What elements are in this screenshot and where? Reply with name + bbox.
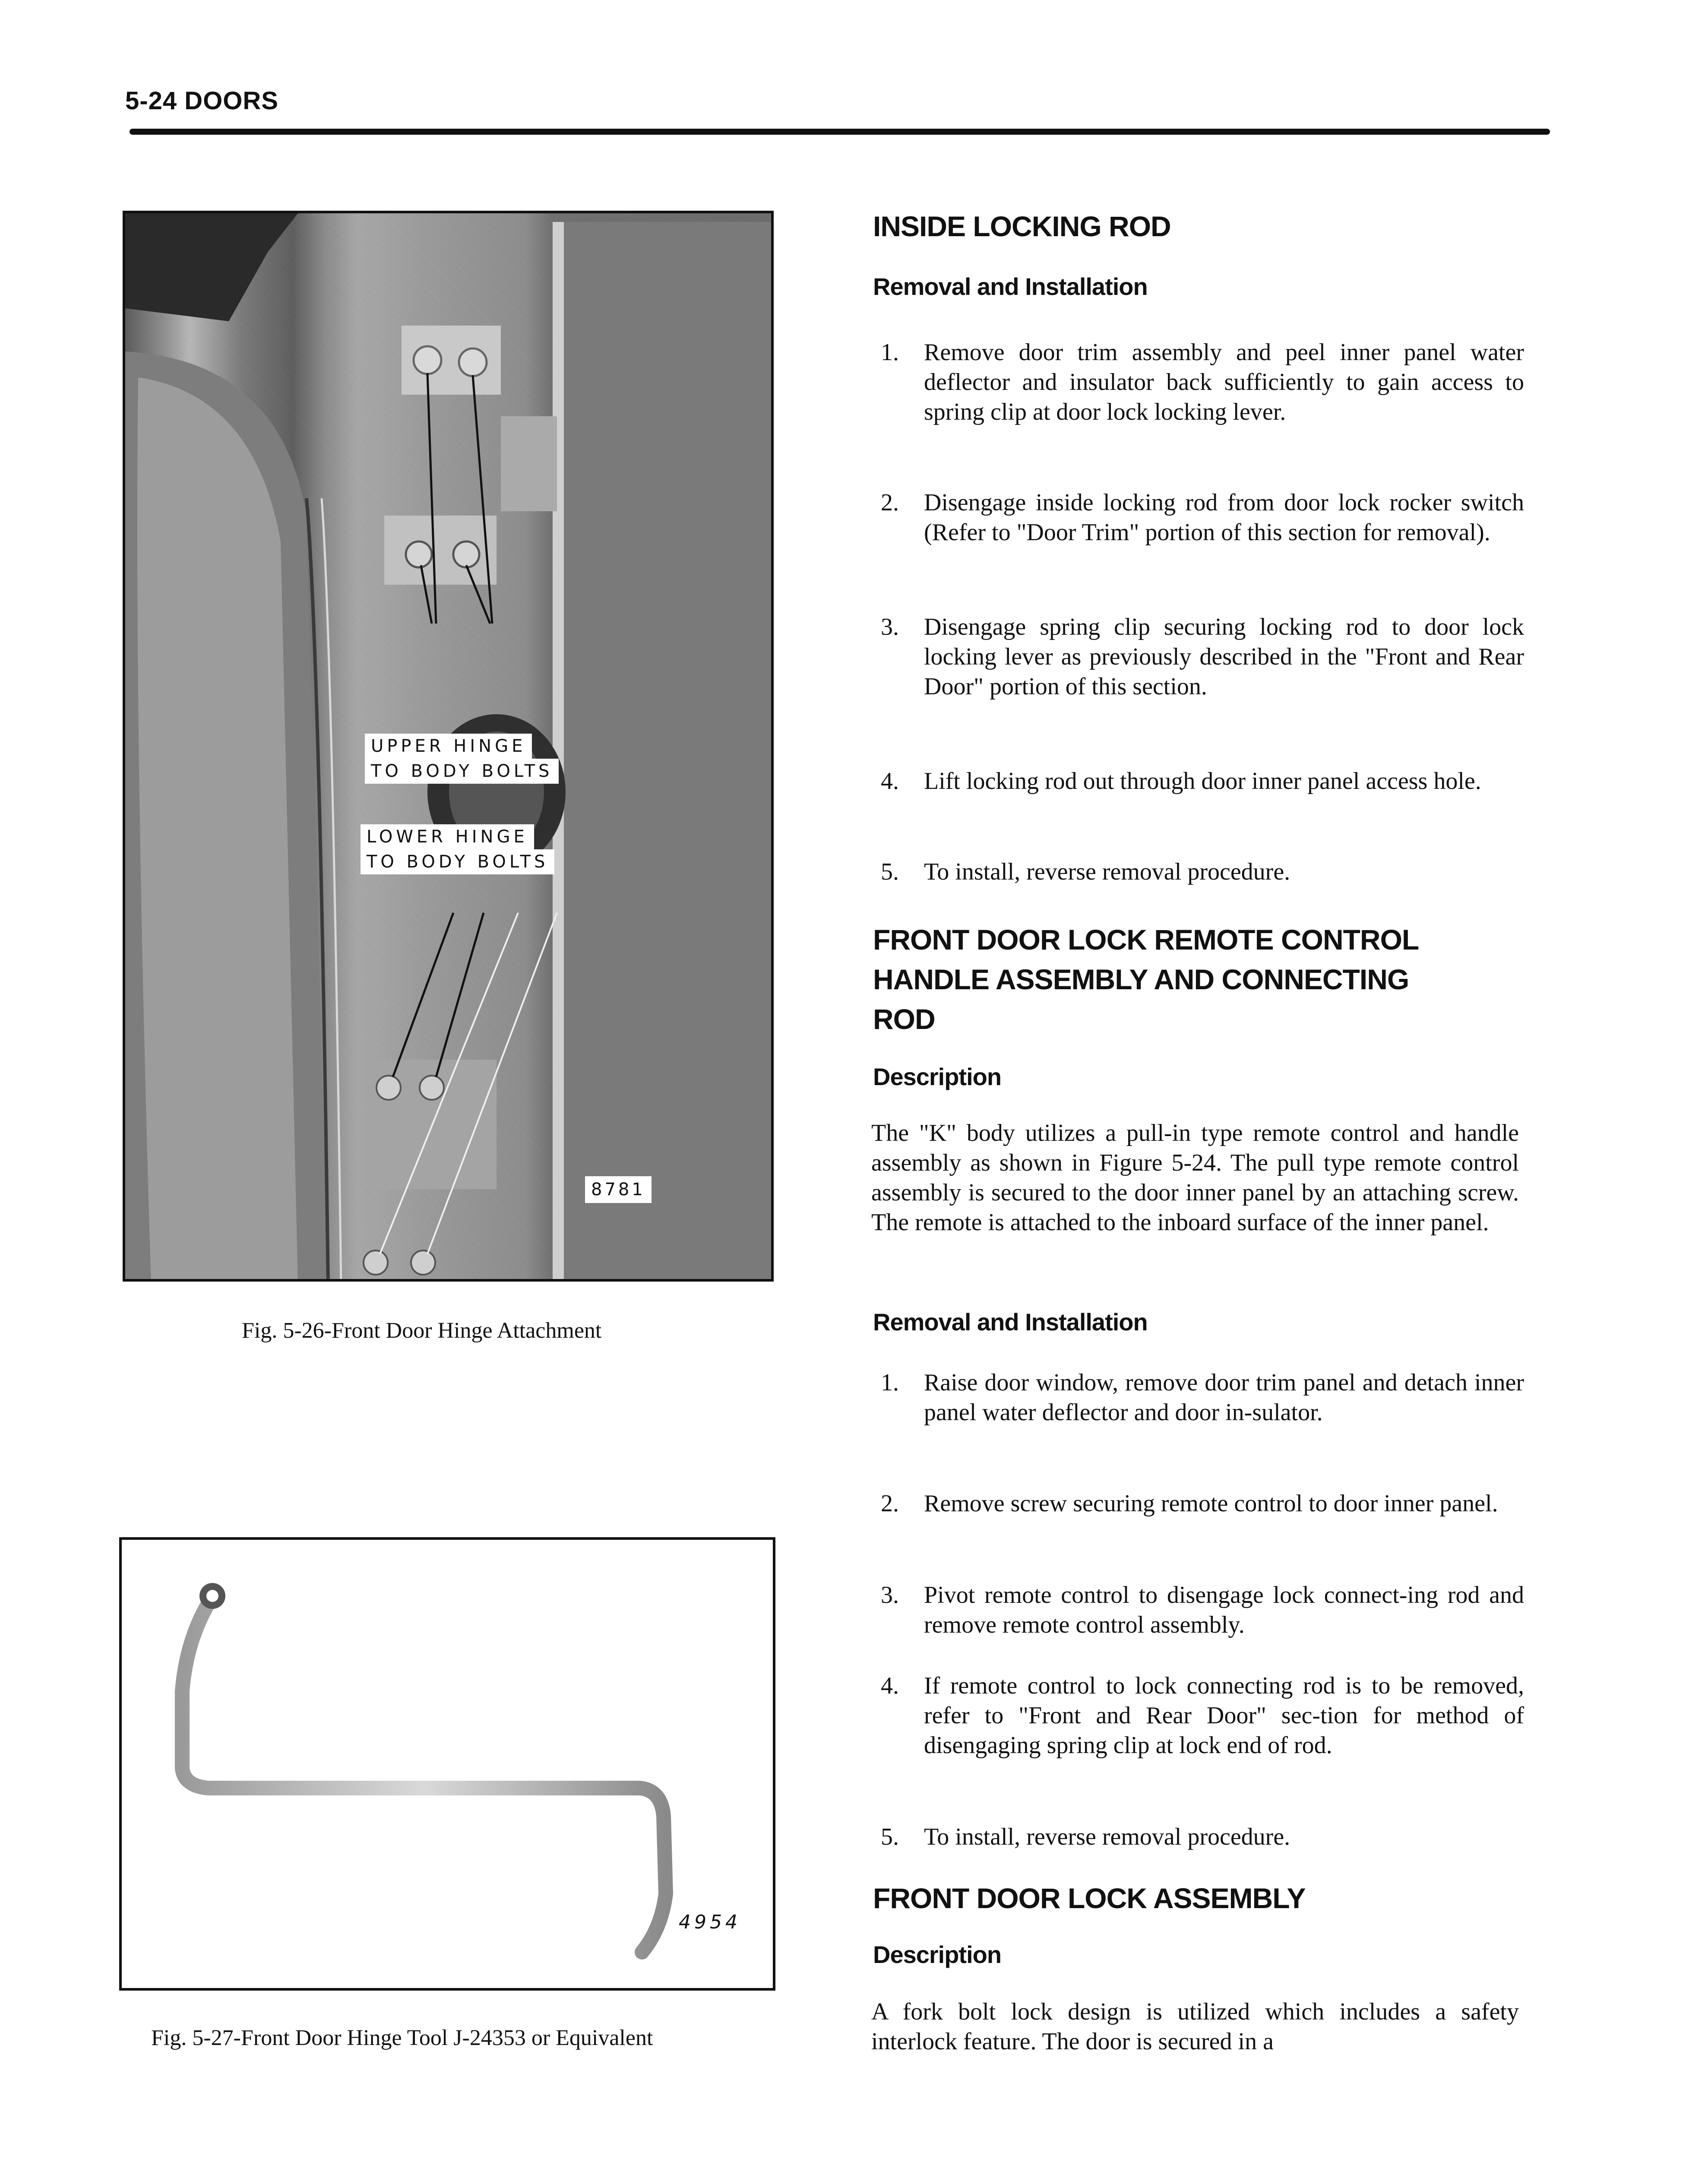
step-item: [881, 1671, 1524, 1760]
step-number: 3.: [881, 614, 899, 640]
running-head: 5-24 DOORS: [125, 87, 278, 115]
step-number: 1.: [881, 339, 899, 366]
figure-hinge-attachment-photo: [123, 211, 774, 1282]
section-title-front-door-lock-assembly: FRONT DOOR LOCK ASSEMBLY: [873, 1882, 1306, 1914]
step-item: [881, 1822, 1524, 1852]
figure-hinge-tool: [119, 1537, 775, 1991]
step-number: 5.: [881, 858, 899, 885]
step-item: [881, 612, 1524, 702]
step-number: 1.: [881, 1369, 899, 1396]
step-number: 4.: [881, 1672, 899, 1699]
step-item: [881, 338, 1524, 427]
step-text: Disengage spring clip securing locking rod to door lock locking lever as previously described in the "Front and Rear Door" portion of this section.: [924, 614, 1524, 700]
step-item: [881, 857, 1524, 887]
step-item: [881, 766, 1524, 796]
description-paragraph: The "K" body utilizes a pull-in type remote control and handle assembly as shown in Figure 5-24. The pull type remote control assembly is secured to the door inner panel by an attaching screw. The remote is attached to the inboard surface of the inner panel.: [871, 1120, 1519, 1236]
lower-hinge-label-line1: LOWER HINGE: [361, 824, 534, 849]
step-text: Pivot remote control to disengage lock connect-ing rod and remove remote control assembly.: [924, 1582, 1524, 1638]
header-rule: [130, 129, 1550, 135]
lower-leader-lines: [393, 913, 484, 1077]
subheading-removal-installation: Removal and Installation: [873, 1308, 1148, 1336]
subheading-removal-installation: Removal and Installation: [873, 273, 1148, 300]
step-text: To install, reverse removal procedure.: [924, 858, 1290, 885]
step-text: If remote control to lock connecting rod is to be removed, refer to "Front and Rear Door" sec-tion for method of disengaging spring clip at lock end of rod.: [924, 1672, 1524, 1759]
step-number: 4.: [881, 768, 899, 795]
step-item: [881, 488, 1524, 548]
section-title-remote-control-line3: ROD: [873, 1003, 935, 1035]
section-title-remote-control-line2: HANDLE ASSEMBLY AND CONNECTING: [873, 963, 1409, 995]
subheading-description: Description: [873, 1063, 1002, 1090]
subheading-description: Description: [873, 1941, 1002, 1968]
step-item: [881, 1489, 1524, 1519]
step-text: Remove door trim assembly and peel inner panel water deflector and insulator back sufficiently to gain access to spring clip at door lock locking lever.: [924, 339, 1524, 425]
step-item: [881, 1368, 1524, 1428]
upper-leader-lines: [421, 373, 492, 624]
step-text: Lift locking rod out through door inner panel access hole.: [924, 768, 1481, 795]
step-text: To install, reverse removal procedure.: [924, 1823, 1290, 1850]
step-text: Disengage inside locking rod from door lock rocker switch (Refer to "Door Trim" portion of this section for removal).: [924, 489, 1524, 546]
description-paragraph: A fork bolt lock design is utilized which includes a safety interlock feature. The door is secured in a: [871, 1998, 1519, 2055]
step-number: 2.: [881, 1490, 899, 1517]
step-item: [881, 1580, 1524, 1640]
figure-caption: Fig. 5-26-Front Door Hinge Attachment: [242, 1318, 602, 1343]
step-number: 2.: [881, 489, 899, 516]
step-text: Raise door window, remove door trim panel and detach inner panel water deflector and door in-sulator.: [924, 1369, 1524, 1426]
upper-hinge-label-line2: TO BODY BOLTS: [365, 759, 559, 784]
figure-caption: Fig. 5-27-Front Door Hinge Tool J-24353 or Equivalent: [151, 2026, 653, 2050]
step-text: Remove screw securing remote control to door inner panel.: [924, 1490, 1498, 1517]
step-number: 5.: [881, 1823, 899, 1850]
lower-hinge-label-line2: TO BODY BOLTS: [361, 849, 554, 874]
step-number: 3.: [881, 1582, 899, 1608]
photo-number: 8781: [585, 1176, 652, 1203]
section-title-remote-control-line1: FRONT DOOR LOCK REMOTE CONTROL: [873, 924, 1419, 956]
section-title-inside-locking-rod: INSIDE LOCKING ROD: [873, 210, 1171, 242]
upper-hinge-label-line1: UPPER HINGE: [365, 734, 532, 759]
photo-number: 4954: [679, 1911, 741, 1933]
